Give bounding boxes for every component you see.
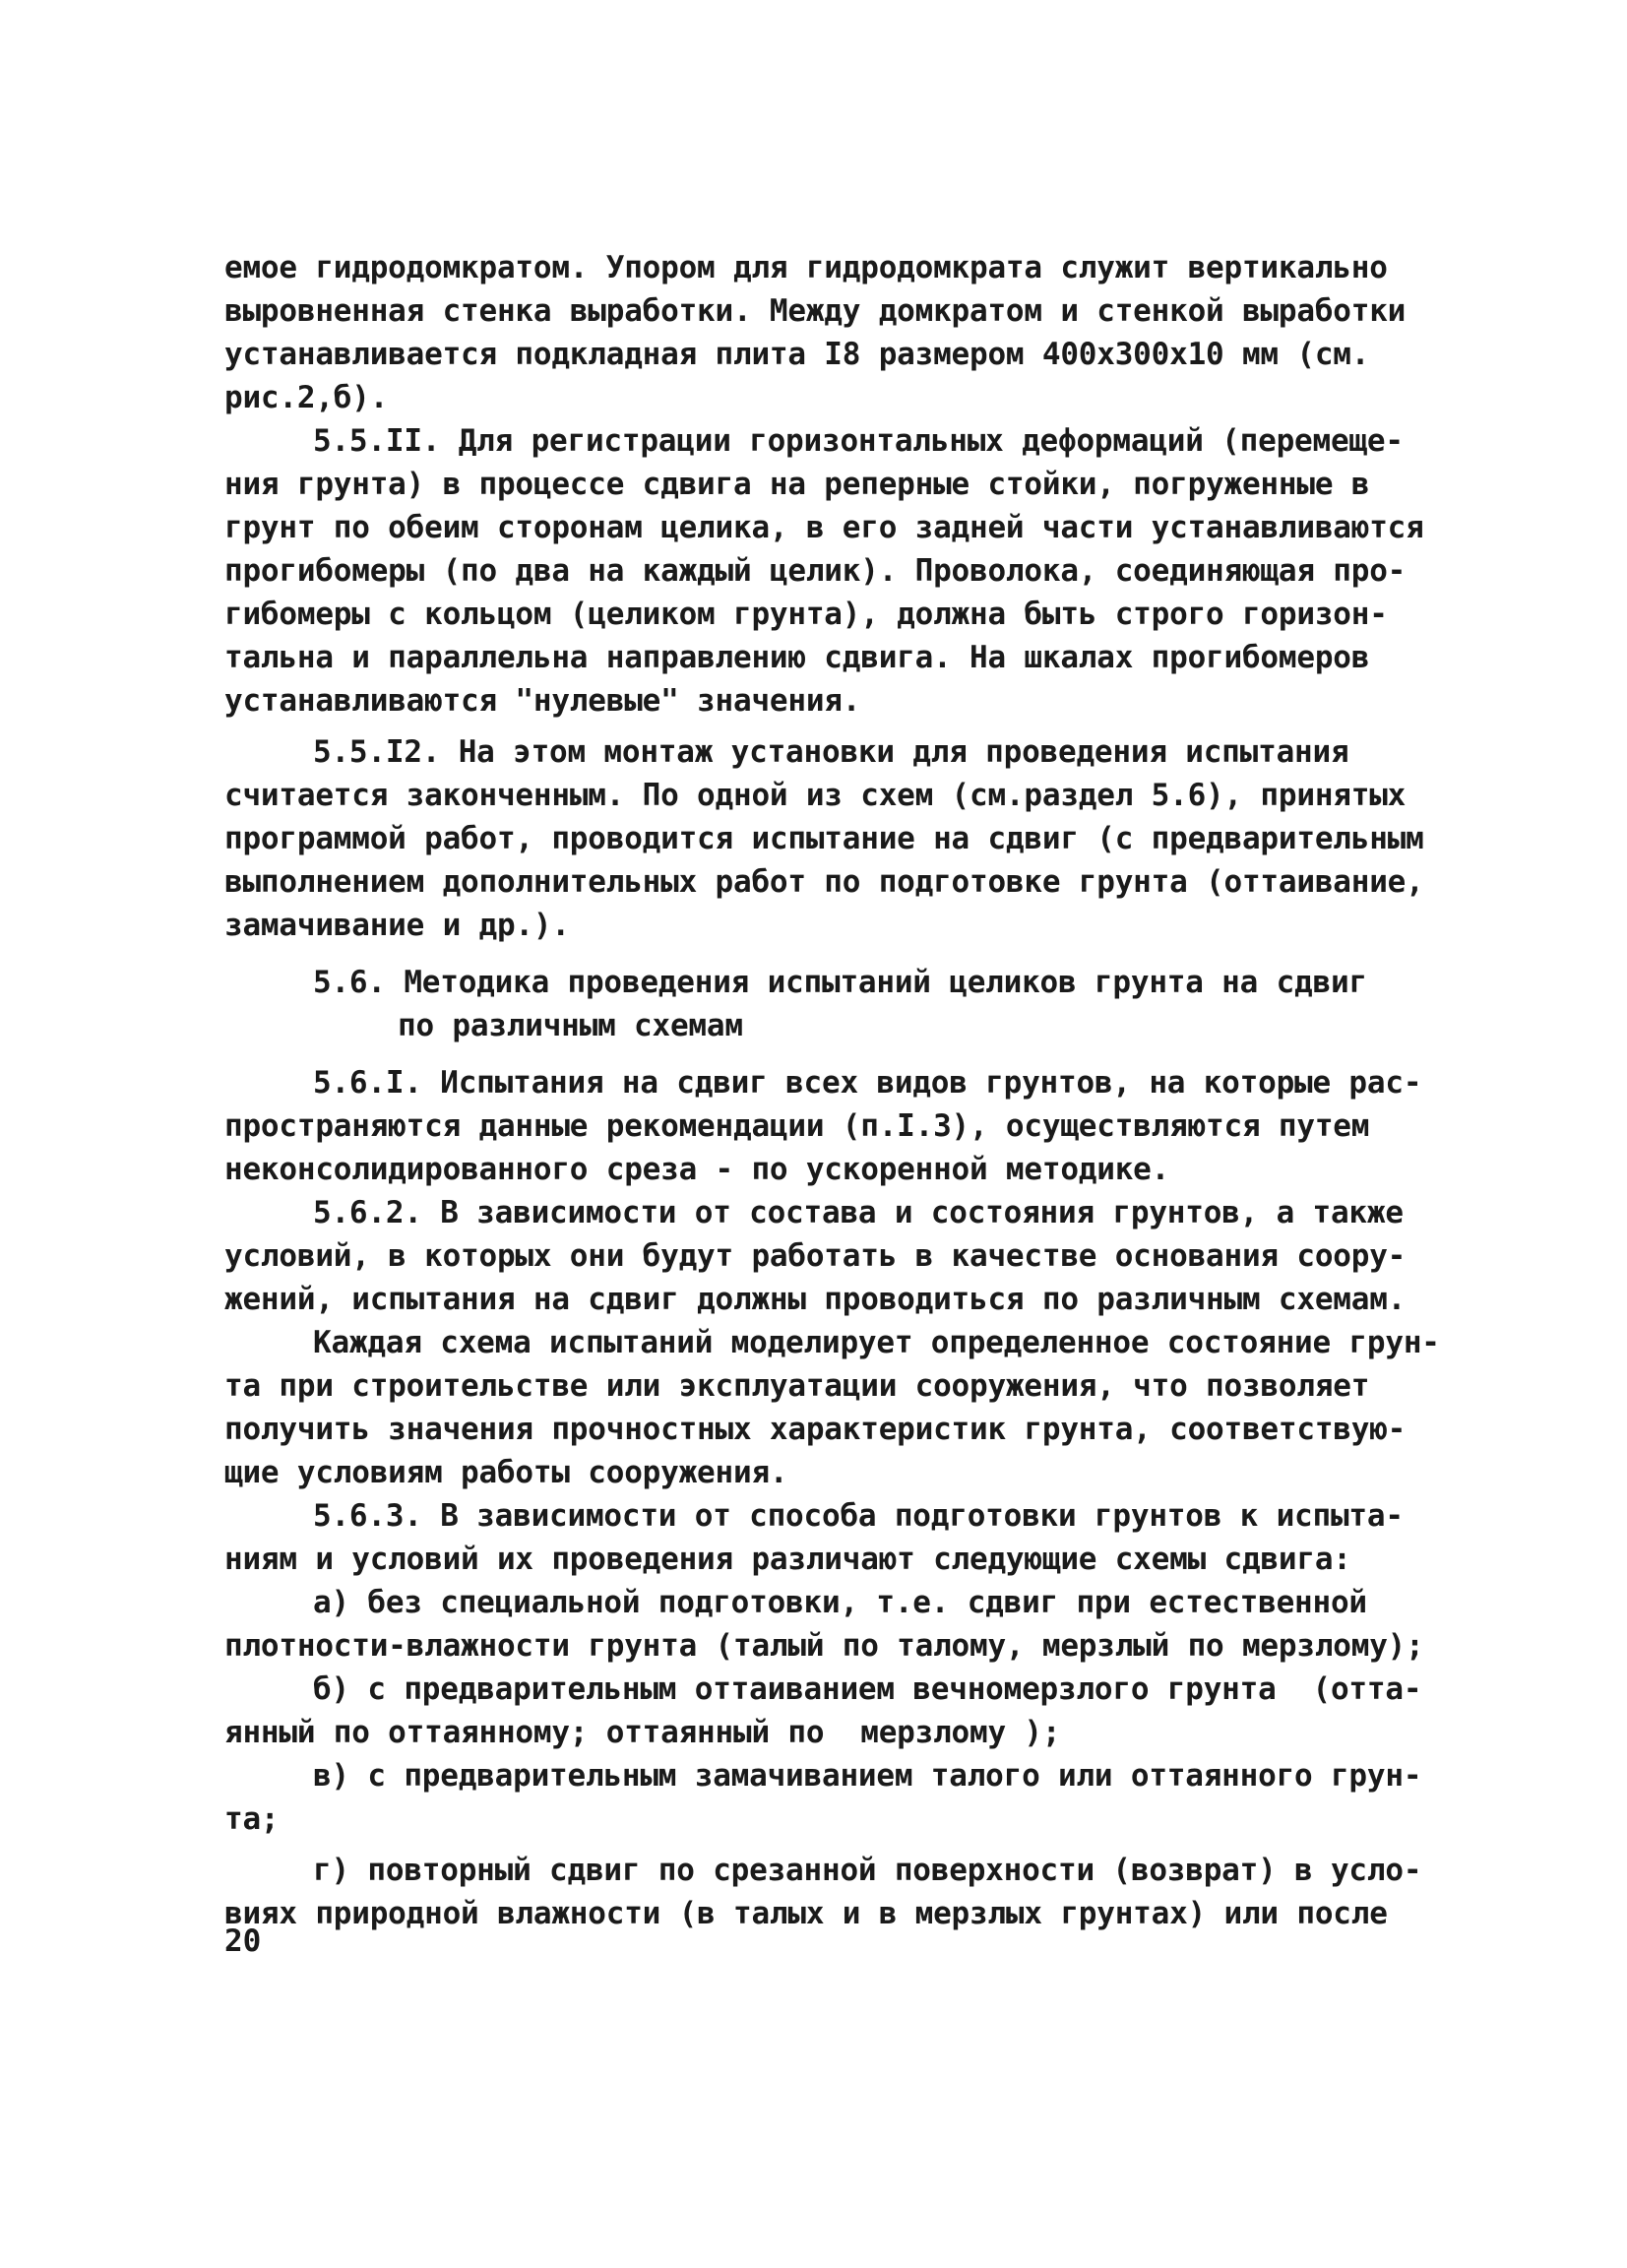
paragraph-5-6-3-start: 5.6.3. В зависимости от способа подготовки грунтов к испыта-: [313, 1498, 1404, 1534]
paragraph-5-5-11-start: 5.5.II. Для регистрации горизонтальных деформаций (перемеще-: [313, 423, 1404, 459]
text-line: устанавливается подкладная плита I8 размером 400х300х10 мм (см.: [224, 337, 1370, 372]
paragraph-5-6-2-start: 5.6.2. В зависимости от состава и состояния грунтов, а также: [313, 1195, 1404, 1230]
list-item-g: г) повторный сдвиг по срезанной поверхности (возврат) в усло-: [313, 1853, 1422, 1888]
text-line: тальна и параллельна направлению сдвига. На шкалах прогибомеров: [224, 640, 1370, 675]
text-line: грунт по обеим сторонам целика, в его задней части устанавливаются: [224, 510, 1424, 545]
list-item-v: в) с предварительным замачиванием талого или оттаянного грун-: [313, 1758, 1422, 1794]
list-item-a: а) без специальной подготовки, т.е. сдвиг при естественной: [313, 1585, 1367, 1620]
text-line: пространяются данные рекомендации (п.I.3), осуществляются путем: [224, 1108, 1370, 1144]
paragraph-5-5-12-start: 5.5.I2. На этом монтаж установки для проведения испытания: [313, 734, 1349, 770]
text-line: условий, в которых они будут работать в качестве основания соору-: [224, 1238, 1407, 1274]
text-line: устанавливаются "нулевые" значения.: [224, 683, 861, 719]
paragraph-start: Каждая схема испытаний моделирует определенное состояние грун-: [313, 1325, 1440, 1360]
text-line: плотности-влажности грунта (талый по талому, мерзлый по мерзлому);: [224, 1628, 1424, 1664]
text-line: выровненная стенка выработки. Между домкратом и стенкой выработки: [224, 293, 1407, 329]
text-line: та;: [224, 1801, 280, 1837]
text-line: выполнением дополнительных работ по подготовке грунта (оттаивание,: [224, 864, 1424, 900]
text-line: замачивание и др.).: [224, 908, 570, 943]
text-line: янный по оттаянному; оттаянный по мерзлому );: [224, 1715, 1061, 1750]
text-line: ниям и условий их проведения различают следующие схемы сдвига:: [224, 1542, 1351, 1577]
text-line: получить значения прочностных характеристик грунта, соответствую-: [224, 1412, 1407, 1447]
text-line: жений, испытания на сдвиг должны проводиться по различным схемам.: [224, 1282, 1407, 1317]
text-line: рис.2,б).: [224, 380, 389, 415]
text-line: ния грунта) в процессе сдвига на реперные стойки, погруженные в: [224, 467, 1370, 502]
text-line: считается законченным. По одной из схем (см.раздел 5.6), принятых: [224, 778, 1407, 813]
text-line: виях природной влажности (в талых и в мерзлых грунтах) или после: [224, 1896, 1388, 1931]
text-line: неконсолидированного среза - по ускоренной методике.: [224, 1152, 1170, 1187]
list-item-b: б) с предварительным оттаиванием вечномерзлого грунта (отта-: [313, 1671, 1422, 1707]
text-line: та при строительстве или эксплуатации сооружения, что позволяет: [224, 1368, 1370, 1404]
text-line: программой работ, проводится испытание на сдвиг (с предварительным: [224, 821, 1424, 856]
document-body: [224, 246, 1440, 1935]
text-line: щие условиям работы сооружения.: [224, 1455, 788, 1490]
text-line: прогибомеры (по два на каждый целик). Проволока, соединяющая про-: [224, 553, 1407, 589]
paragraph-5-6-1-start: 5.6.I. Испытания на сдвиг всех видов грунтов, на которые рас-: [313, 1065, 1422, 1101]
page-number: 20: [224, 1923, 262, 1959]
text-line: гибомеры с кольцом (целиком грунта), должна быть строго горизон-: [224, 597, 1388, 632]
section-heading-5-6-cont: по различным схемам: [398, 1008, 743, 1043]
section-heading-5-6: 5.6. Методика проведения испытаний целиков грунта на сдвиг: [313, 965, 1367, 1000]
text-line: емое гидродомкратом. Упором для гидродомкрата служит вертикально: [224, 250, 1388, 285]
